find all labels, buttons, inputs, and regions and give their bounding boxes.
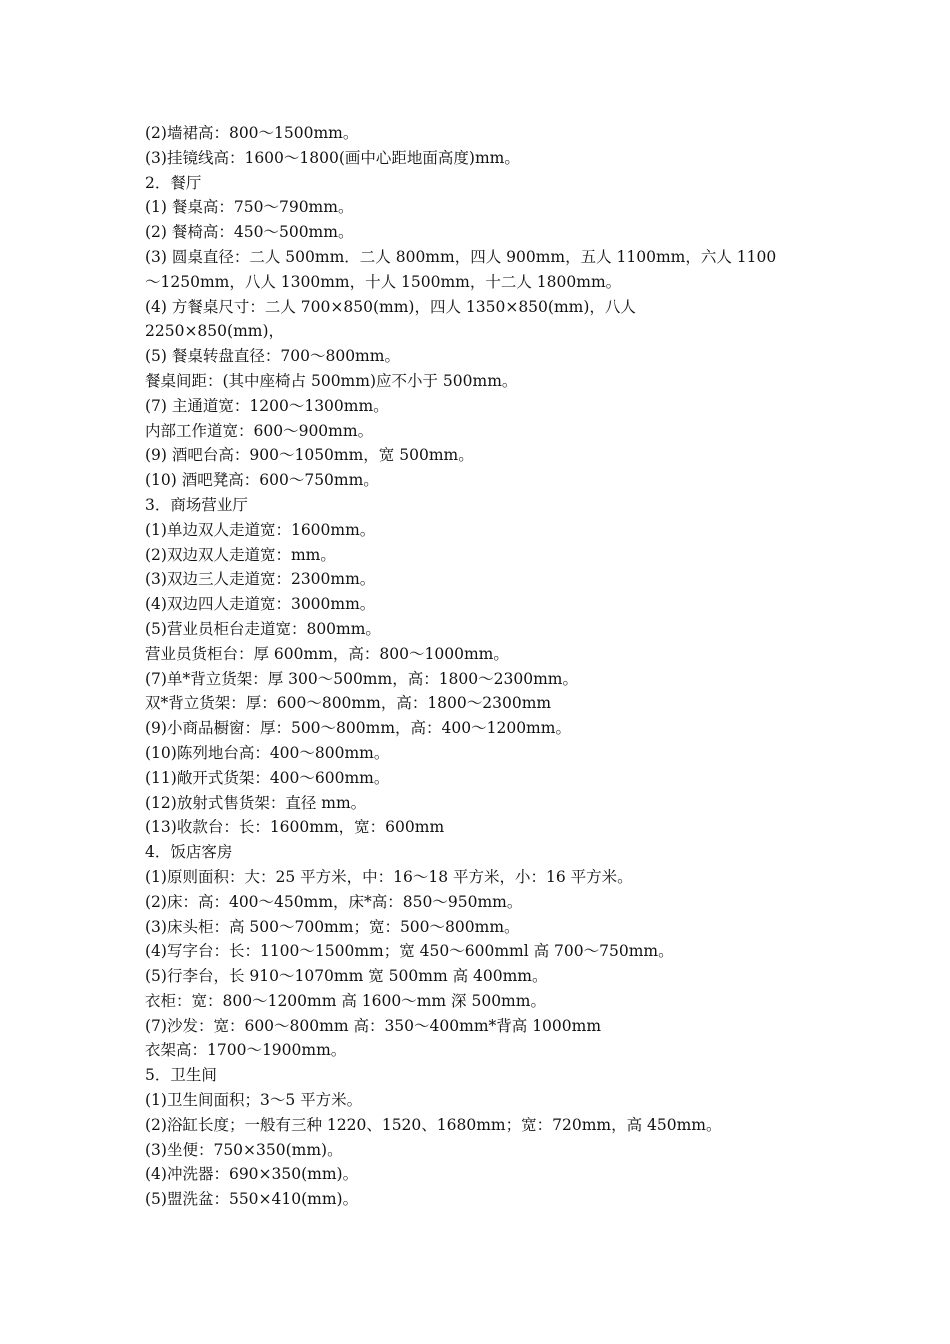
text-line: (3)挂镜线高：1600～1800(画中心距地面高度)mm。 — [145, 148, 520, 167]
text-line: 衣架高：1700～1900mm。 — [145, 1041, 347, 1060]
text-line: (4)冲洗器：690×350(mm)。 — [145, 1165, 359, 1184]
text-line: (9)小商品橱窗：厚：500～800mm，高：400～1200mm。 — [145, 719, 571, 738]
section-heading: 4．饭店客房 — [145, 843, 233, 862]
text-line: (2)浴缸长度；一般有三种 1220、1520、1680mm；宽：720mm，高 450mm。 — [145, 1115, 722, 1134]
text-line: (4)写字台：长：1100～1500mm；宽 450～600mml 高 700～750mm。 — [145, 942, 674, 961]
text-line: (10) 酒吧凳高：600～750mm。 — [145, 471, 379, 490]
text-line: 内部工作道宽：600～900mm。 — [145, 421, 374, 440]
text-line: 2250×850(mm)， — [145, 322, 285, 341]
text-line: (5)盟洗盆：550×410(mm)。 — [145, 1190, 359, 1209]
text-line: (3)双边三人走道宽：2300mm。 — [145, 570, 376, 589]
text-line: (10)陈列地台高：400～800mm。 — [145, 743, 390, 762]
text-line: (2)墙裙高：800～1500mm。 — [145, 124, 359, 142]
text-line: ～1250mm，八人 1300mm，十人 1500mm，十二人 1800mm。 — [145, 272, 622, 291]
text-line: (3)床头柜：高 500～700mm；宽：500～800mm。 — [145, 917, 520, 936]
text-line: (12)放射式售货架：直径 mm。 — [145, 793, 367, 812]
text-line: (2)床：高：400～450mm，床*高：850～950mm。 — [145, 892, 523, 911]
text-line: 衣柜：宽：800～1200mm 高 1600～mm 深 500mm。 — [145, 991, 546, 1010]
text-line: (7)沙发：宽：600～800mm 高：350～400mm*背高 1000mm — [145, 1016, 602, 1035]
text-line: (5)行李台，长 910～1070mm 宽 500mm 高 400mm。 — [145, 967, 548, 986]
text-line: 餐桌间距：(其中座椅占 500mm)应不小于 500mm。 — [145, 371, 518, 390]
text-line: (3)坐便：750×350(mm)。 — [145, 1140, 343, 1159]
text-line: 双*背立货架：厚：600～800mm，高：1800～2300mm — [145, 694, 552, 713]
text-line: (1)原则面积：大：25 平方米，中：16～18 平方米，小：16 平方米。 — [145, 867, 633, 886]
text-line: (9) 酒吧台高：900～1050mm，宽 500mm。 — [145, 446, 474, 465]
text-line: (4)双边四人走道宽：3000mm。 — [145, 595, 376, 614]
text-line: (7) 主通道宽：1200～1300mm。 — [145, 396, 389, 415]
text-line: (1)单边双人走道宽：1600mm。 — [145, 520, 376, 539]
text-line: (3) 圆桌直径：二人 500mm．二人 800mm，四人 900mm，五人 1100mm，六人 1100 — [145, 247, 777, 266]
text-line: (1) 餐桌高：750～790mm。 — [145, 198, 354, 217]
text-line: (4) 方餐桌尺寸：二人 700×850(mm)，四人 1350×850(mm)，八人 — [145, 297, 636, 316]
section-heading: 5．卫生间 — [145, 1066, 217, 1085]
section-heading: 2．餐厅 — [145, 173, 202, 192]
section-heading: 3．商场营业厅 — [145, 495, 248, 514]
document-body — [145, 121, 835, 1212]
text-line: (7)单*背立货架：厚 300～500mm，高：1800～2300mm。 — [145, 669, 578, 688]
text-line: 营业员货柜台：厚 600mm，高：800～1000mm。 — [145, 644, 509, 663]
text-line: (11)敞开式货架：400～600mm。 — [145, 768, 390, 787]
text-line: (2) 餐椅高：450～500mm。 — [145, 223, 354, 242]
text-line: (2)双边双人走道宽：mm。 — [145, 545, 336, 564]
text-line: (5) 餐桌转盘直径：700～800mm。 — [145, 347, 400, 366]
text-line: (1)卫生间面积；3～5 平方米。 — [145, 1091, 363, 1110]
text-line: (13)收款台：长：1600mm，宽：600mm — [145, 818, 445, 837]
text-line: (5)营业员柜台走道宽：800mm。 — [145, 619, 381, 638]
